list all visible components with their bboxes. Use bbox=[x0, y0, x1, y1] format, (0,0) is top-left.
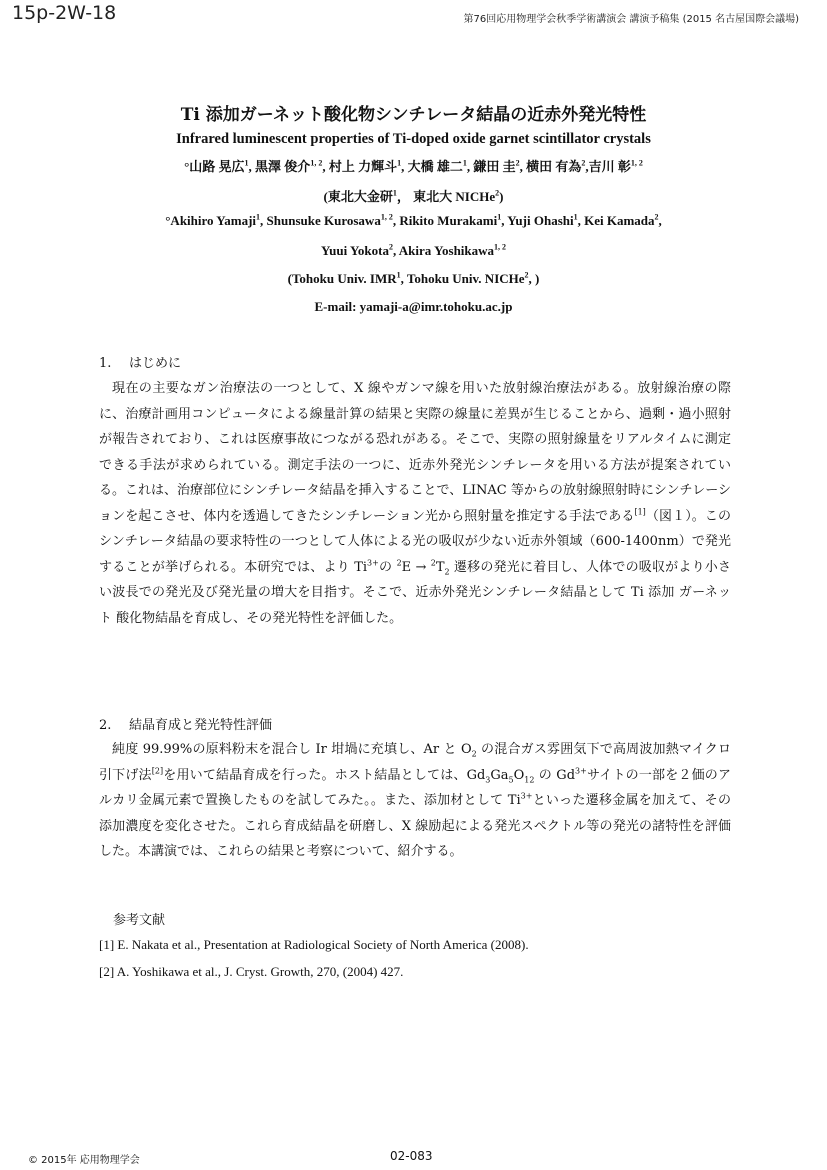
affiliation-japanese: (東北大金研$^1$， 東北大 NICHe$^2$) bbox=[323, 188, 504, 204]
footer-page-number: 02-083 bbox=[390, 1149, 433, 1163]
section-1-body: 現在の主要なガン治療法の一つとして、X 線やガンマ線を用いた放射線治療法がある。放射線治療の際に、治療計画用コンピュータによる線量計算の結果と実際の線量に差異が生じることから、過剰・過小照射が報告されており、これは医療事故につながる恐れがある。そこで、実際の照射線量をリアルタイムに測定できる手法が求められている。測定手法の一つに、近赤外発光シンチレータを用いる方法が提案されている。これは、治療部位にシンチレータ結晶を挿入することで、LINAC 等からの放射線照射時にシンチレーションを起こさせ、体内を透過してきたシンチレーション光から照射量を推定する手法である[1]（図１）。このシンチレータ結晶の要求特性の一つとして人体による光の吸収が少ない近赤外領域（600-1400nm）で発光することが挙げられる。本研究では、より $Ti^{3+}$の $^2E \to ^2T_2$ 遷移の発光に着目し、人体での吸収がより小さい波長での発光及び発光量の増大を目指す。そこで、近赤外発光シンチレータ結晶として Ti 添加 ガーネット 酸化物結晶を育成し、その発光特性を評価した。 bbox=[99, 381, 731, 626]
title-english: Infrared luminescent properties of Ti-doped oxide garnet scintillator crystals bbox=[176, 131, 651, 147]
email: E-mail: yamaji-a@imr.tohoku.ac.jp bbox=[314, 299, 513, 314]
reference-1: [1] E. Nakata et al., Presentation at Radiological Society of North America (2008). bbox=[99, 937, 529, 952]
footer-copyright: © 2015年 応用物理学会 bbox=[28, 1155, 140, 1166]
affiliation-english: (Tohoku Univ. IMR$^1$, Tohoku Univ. NICHe$^2$, ) bbox=[287, 270, 540, 286]
session-id: 15p-2W-18 bbox=[12, 2, 117, 24]
section-2-heading: 2. 結晶育成と発光特性評価 bbox=[99, 718, 273, 733]
authors-english-line2: Yuui Yokota$^2$, Akira Yoshikawa$^{1, 2}$ bbox=[320, 242, 507, 258]
conference-header: 第76回応用物理学会秋季学術講演会 講演予稿集 (2015 名古屋国際会議場) bbox=[463, 14, 799, 25]
authors-english-line1: °Akihiro Yamaji$^1$, Shunsuke Kurosawa$^{1, 2}$, Rikito Murakami$^1$, Yuji Ohashi$^1$, Kei Kamada$^2$, bbox=[165, 212, 662, 228]
reference-2: [2] A. Yoshikawa et al., J. Cryst. Growth, 270, (2004) 427. bbox=[99, 964, 404, 979]
title-japanese: Ti 添加ガーネット酸化物シンチレータ結晶の近赤外発光特性 bbox=[180, 105, 647, 125]
section-1-heading: 1. はじめに bbox=[99, 356, 182, 371]
references-heading: 参考文献 bbox=[113, 913, 166, 928]
authors-japanese: °山路 晃広$^1$, 黒澤 俊介$^{1, 2}$, 村上 力輝斗$^1$, 大橋 雄二$^1$, 鎌田 圭$^2$, 横田 有為$^2$,吉川 彰$^{1, 2}$ bbox=[184, 158, 643, 174]
section-2-body: 純度 99.99%の原料粉末を混合し Ir 坩堝に充填し、Ar と $O_2$ の混合ガス雰囲気下で高周波加熱マイクロ引下げ法[2]を用いて結晶育成を行った。ホスト結晶としては、$Gd_3Ga_5O_{12}$ の $Gd^{3+}$サイトの一部を２価のアルカリ金属元素で置換したものを試してみた。。また、添加材として $Ti^{3+}$といった遷移金属を加えて、その添加濃度を変化させた。これら育成結晶を研磨し、X 線励起による発光スペクトル等の発光の諸特性を評価した。本講演では、これらの結果と考察について、紹介する。 bbox=[99, 742, 731, 859]
